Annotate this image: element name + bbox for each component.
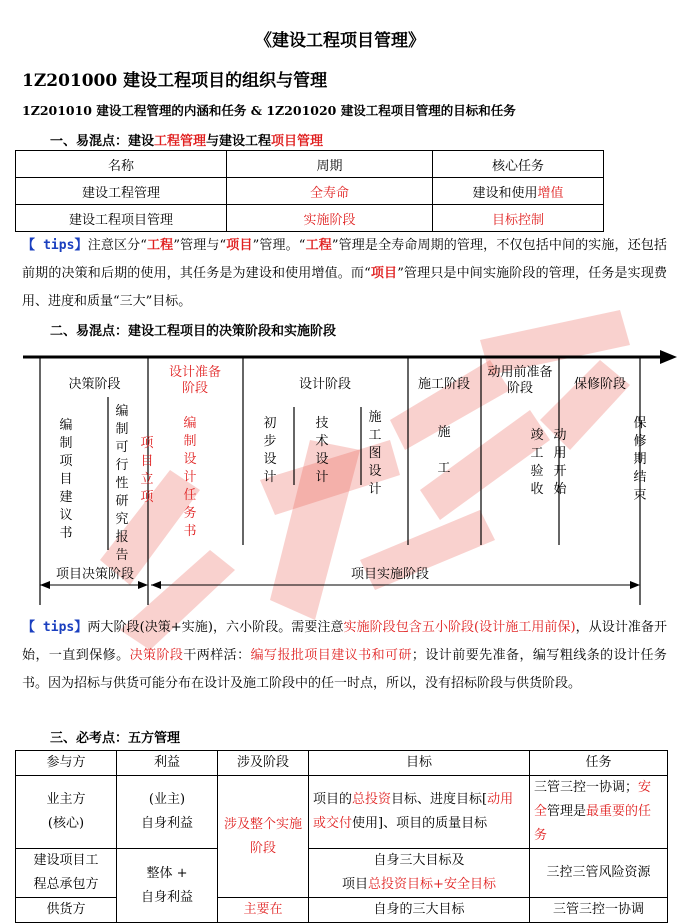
document-title: 《建设工程项目管理》 (255, 31, 425, 51)
section-heading: 1Z201010 建设工程管理的内涵和任务 & 1Z201020 建设工程项目管理的目标和任务 (22, 103, 516, 118)
table-row: 建设工程管理 全寿命 建设和使用增值 (16, 178, 604, 205)
chapter-heading: 1Z201000 建设工程项目的组织与管理 (22, 71, 328, 91)
heading-1: 一、易混点：建设工程管理与建设工程项目管理 (50, 134, 324, 149)
stage-item: 技术设计 (315, 416, 329, 485)
stage-item: 编制设计任务书 (183, 416, 197, 539)
table-row: 供货方 主要在 自身的三大目标 三管三控一协调 (16, 898, 668, 923)
tips-paragraph-1: 【 tips】注意区分“工程”管理与“项目”管理。“工程”管理是全寿命周期的管理，不仅包括中间的实施，还包括前期的决策和后期的使用，其任务是为建设和使用增值。而“项目”管理只是中间实施阶段的管理，任务是实现费用、进度和质量“三大”目标。 (22, 238, 667, 309)
heading-3: 三、必考点：五方管理 (50, 731, 181, 746)
table-engineering-vs-project (15, 150, 604, 232)
stage-item: 编制可行性研究报告 (115, 404, 129, 563)
heading-2: 二、易混点：建设工程项目的决策阶段和实施阶段 (50, 324, 337, 339)
phase-diagram (15, 345, 680, 615)
phase-label: 设计准备阶段 (168, 365, 221, 396)
table-header-row: 参与方 利益 涉及阶段 目标 任务 (16, 751, 668, 776)
phase-label: 保修阶段 (573, 377, 626, 392)
phase-label: 设计阶段 (298, 377, 351, 392)
stage-item: 编制项目建议书 (59, 418, 73, 541)
stage-item: 施工图设计 (368, 410, 382, 497)
stage-item: 保修期结束 (633, 416, 647, 503)
span-label: 项目决策阶段 (55, 567, 134, 582)
phase-label: 决策阶段 (68, 377, 121, 392)
table-row: 建设项目工 程总承包方 整体 + 自身利益 自身三大目标及 项目总投资目标+安全目标 三控三管风险资源 (16, 849, 668, 898)
span-label: 项目实施阶段 (350, 567, 429, 582)
stage-item: 项目立项 (140, 436, 154, 505)
table-row: 建设工程项目管理 实施阶段 目标控制 (16, 205, 604, 232)
phase-label: 动用前准备阶段 (487, 365, 553, 396)
stage-item: 施工 (437, 425, 451, 476)
phase-label: 施工阶段 (417, 377, 470, 392)
tips-paragraph-2: 【 tips】两大阶段(决策+实施)，六小阶段。需要注意实施阶段包含五小阶段(设计施工用前保)，从设计准备开始，一直到保修。决策阶段干两样活：编写报批项目建议书和可研；设计前要先准备，编写粗线条的设计任务书。因为招标与供货可能分布在设计及施工阶段中的任一时点，所以，没有招标阶段与供货阶段。 (22, 620, 667, 691)
table-row: 业主方 (核心) (业主) 自身利益 涉及整个实施阶段 项目的总投资目标、进度目标[动用或交付使用]、项目的质量目标 三管三控一协调；安全管理是最重要的任务 (16, 776, 668, 849)
stage-item: 初步设计 (263, 416, 277, 485)
stage-item: 竣工验收 (530, 428, 544, 497)
table-header-row: 名称 周期 核心任务 (16, 151, 604, 178)
table-five-parties (15, 750, 668, 923)
stage-item: 动用开始 (553, 428, 567, 497)
